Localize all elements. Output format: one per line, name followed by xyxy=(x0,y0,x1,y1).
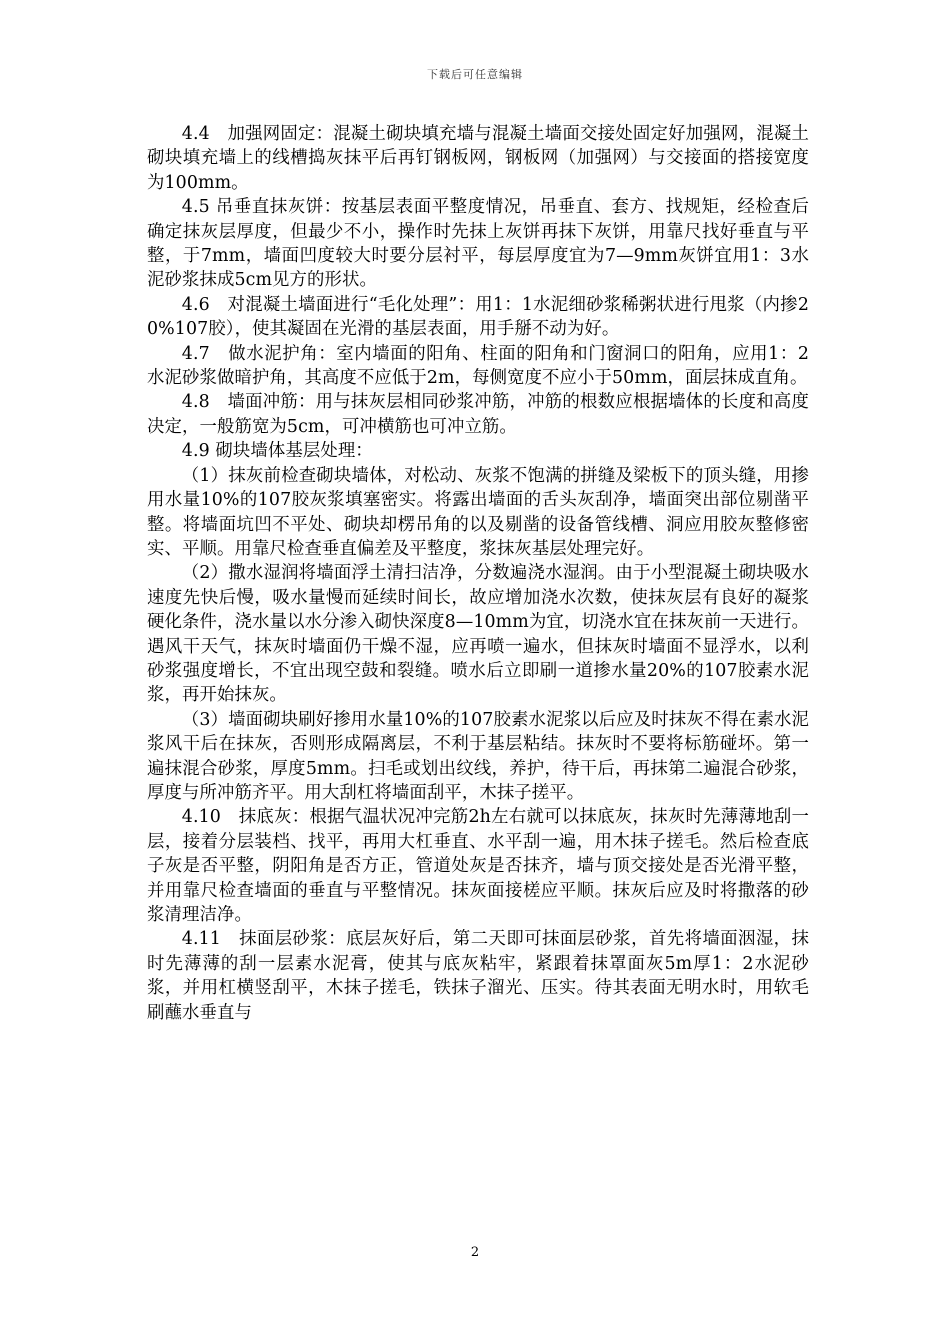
paragraph-4-5: 4.5 吊垂直抹灰饼：按基层表面平整度情况，吊垂直、套方、找规矩，经检查后确定抹灰层厚度，但最少不小，操作时先抹上灰饼再抹下灰饼，用靠尺找好垂直与平整，于7mm，墙面凹度较大时要分层衬平，每层厚度宜为7—9mm灰饼宜用1：3水泥砂浆抹成5cm见方的形状。 xyxy=(147,197,809,291)
paragraph-4-9-1: （1）抹灰前检查砌块墙体，对松动、灰浆不饱满的拼缝及梁板下的顶头缝，用掺用水量10%的107胶灰浆填塞密实。将露出墙面的舌头灰刮净，墙面突出部位剔凿平整。将墙面坑凹不平处、砌块却楞吊角的以及剔凿的设备管线槽、洞应用胶灰整修密实、平顺。用靠尺检查垂直偏差及平整度，浆抹灰基层处理完好。 xyxy=(147,465,809,559)
paragraph-4-4: 4.4 加强网固定：混凝土砌块填充墙与混凝土墙面交接处固定好加强网，混凝土砌块填充墙上的线槽捣灰抹平后再钉钢板网，钢板网（加强网）与交接面的搭接宽度为100mm。 xyxy=(147,124,809,193)
document-body xyxy=(147,122,809,1025)
page-header: 下载后可任意编辑 xyxy=(427,68,523,81)
paragraph-4-6: 4.6 对混凝土墙面进行“毛化处理”：用1：1水泥细砂浆稀粥状进行甩浆（内掺20%107胶），使其凝固在光滑的基层表面，用手掰不动为好。 xyxy=(147,294,809,340)
page-number: 2 xyxy=(470,1245,480,1260)
paragraph-4-10: 4.10 抹底灰：根据气温状况冲完筋2h左右就可以抹底灰，抹灰时先薄薄地刮一层，接着分层装档、找平，再用大杠垂直、水平刮一遍，用木抹子搓毛。然后检查底子灰是否平整，阴阳角是否方正，管道处灰是否抹齐，墙与顶交接处是否光滑平整，并用靠尺检查墙面的垂直与平整情况。抹灰面接槎应平顺。抹灰后应及时将撒落的砂浆清理洁净。 xyxy=(147,807,809,925)
paragraph-4-8: 4.8 墙面冲筋：用与抹灰层相同砂浆冲筋，冲筋的根数应根据墙体的长度和高度决定，一般筋宽为5cm，可冲横筋也可冲立筋。 xyxy=(147,392,809,437)
paragraph-4-9-3: （3）墙面砌块刷好掺用水量10%的107胶素水泥浆以后应及时抹灰不得在素水泥浆风干后在抹灰，否则形成隔离层，不利于基层粘结。抹灰时不要将标筋碰坏。第一遍抹混合砂浆，厚度5mm。扫毛或划出纹线，养护，待干后，再抹第二遍混合砂浆，厚度与所冲筋齐平。用大刮杠将墙面刮平，木抹子搓平。 xyxy=(147,709,809,803)
paragraph-4-7: 4.7 做水泥护角：室内墙面的阳角、柱面的阳角和门窗洞口的阳角，应用1：2水泥砂浆做暗护角，其高度不应低于2m，每侧宽度不应小于50mm，面层抹成直角。 xyxy=(147,343,809,389)
paragraph-4-11: 4.11 抹面层砂浆：底层灰好后，第二天即可抹面层砂浆，首先将墙面洇湿，抹时先薄薄的刮一层素水泥膏，使其与底灰粘牢，紧跟着抹罩面灰5m厚1：2水泥砂浆，并用杠横竖刮平，木抹子搓毛，铁抹子溜光、压实。待其表面无明水时，用软毛刷蘸水垂直与 xyxy=(147,929,809,1023)
paragraph-4-9: 4.9 砌块墙体基层处理： xyxy=(181,441,373,462)
paragraph-4-9-2: （2）撒水湿润将墙面浮土清扫洁净，分数遍浇水湿润。由于小型混凝土砌块吸水速度先快后慢，吸水量慢而延续时间长，故应增加浇水次数，使抹灰层有良好的凝浆硬化条件，浇水量以水分渗入砌快深度8—10mm为宜，切浇水宜在抹灰前一天进行。遇风干天气，抹灰时墙面仍干燥不湿，应再喷一遍水，但抹灰时墙面不显浮水，以利砂浆强度增长，不宜出现空鼓和裂缝。喷水后立即刷一道掺水量20%的107胶素水泥浆，再开始抹灰。 xyxy=(147,563,809,706)
